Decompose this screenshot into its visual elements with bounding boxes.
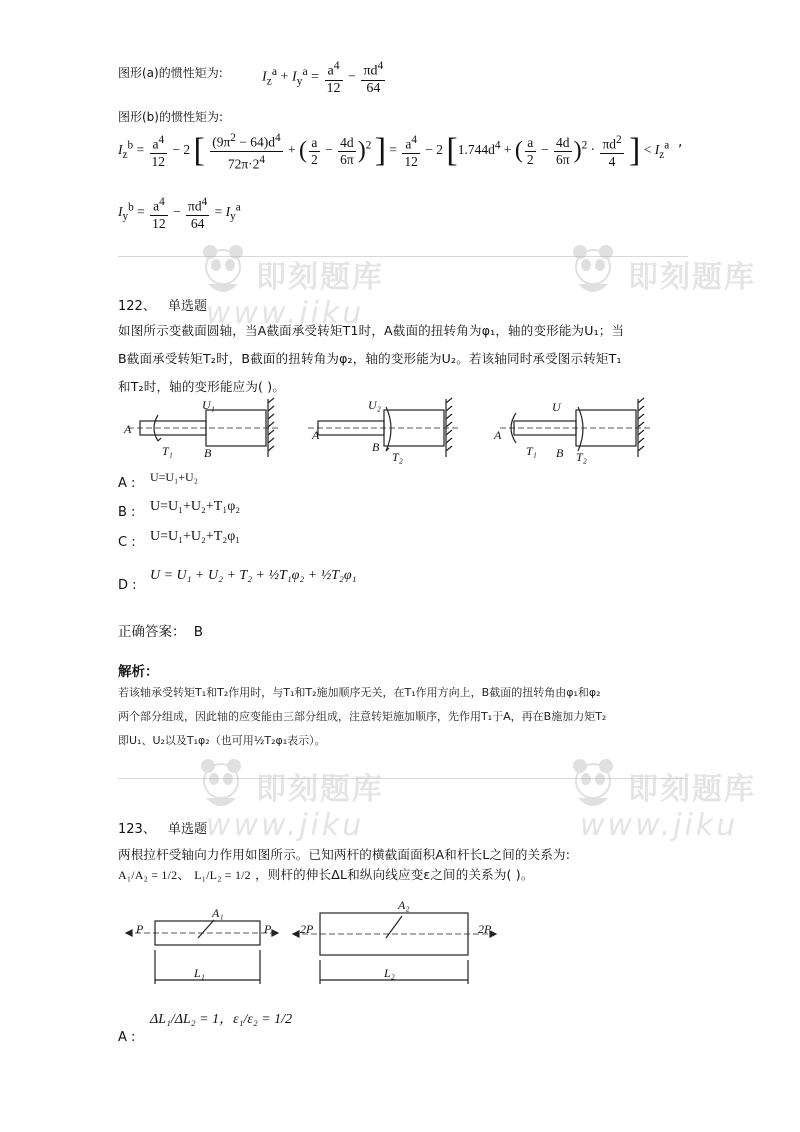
fig-label-B: B	[556, 446, 564, 460]
analysis-line3: 即U₁、U₂以及T₁φ₂（也可用½T₂φ₁表示）。	[118, 734, 326, 747]
panda-watermark-icon	[570, 242, 616, 296]
option-a-letter[interactable]: A :	[118, 1030, 136, 1045]
option-a-text[interactable]: U=U₁+U₂	[150, 470, 198, 484]
fig-a-label: 图形(a)的惯性矩为:	[118, 66, 223, 80]
panda-watermark-icon	[570, 756, 616, 810]
fig-label-T1: T₁	[526, 444, 537, 458]
fig-label-T2: T₂	[392, 450, 403, 464]
analysis-label: 解析：	[118, 664, 159, 680]
question-number: 122、	[118, 299, 156, 314]
q122-stem-line3: 和T₂时，轴的变形能应为( )。	[118, 379, 286, 394]
question-123-header	[118, 818, 207, 837]
option-b-text[interactable]: U=U₁+U₂+T₁φ₂	[150, 499, 241, 514]
q122-stem-line1: 如图所示变截面圆轴，当A截面承受转矩T1时，A截面的扭转角为φ₁，轴的变形能为U₁；当	[118, 323, 625, 338]
option-d-letter[interactable]: D :	[118, 578, 137, 593]
fig-label-A: A	[124, 422, 132, 436]
panda-watermark-icon	[198, 756, 244, 810]
ratio-l: L₁/L₂ = 1/2	[194, 868, 251, 882]
fig-label-T1: T₁	[162, 444, 173, 458]
q123-stem-line2: A₁/A₂ = 1/2、 L₁/L₂ = 1/2 ，则杆的伸长ΔL和纵向线应变ε之间的关系为( )。	[118, 867, 534, 882]
fig-label-A: A	[312, 428, 320, 442]
analysis-line2: 两个部分组成，因此轴的应变能由三部分组成，注意转矩施加顺序，先作用T₁于A，再在B施加力矩T₂	[118, 710, 607, 723]
question-type: 单选题	[167, 822, 207, 837]
fig-b-label: 图形(b)的惯性矩为:	[118, 110, 224, 124]
watermark-url: www.jiku	[206, 296, 365, 331]
fig-label-2P: 2P	[478, 922, 492, 936]
analysis-line1: 若该轴承受转矩T₁和T₂作用时，与T₁和T₂施加顺序无关，在T₁作用方向上，B截面的扭转角由φ₁和φ₂	[118, 686, 601, 699]
question-type: 单选题	[167, 299, 207, 314]
fig-label-L1: L₁	[194, 966, 205, 980]
fig-a-formula: $I_z^a + I_y^a$ = $\frac{a^4}{12}$ − $\frac{\pi d^4}{64}$	[262, 59, 384, 96]
fig-b-formula-z: $I_z^b$ = $\frac{a^4}{12}$ − 2 [ $\frac{(9\pi^2 - 64)d^4}{72\pi\cdot 2^4}$ + ( $\frac{a}{2}$ − $\frac{4d}{6\pi}$ )$^2$ ] = $\frac{a^4}{12}$ − 2 [$1.744d^4$ + ( $\frac{a}{2}$ − $\frac{4d}{6\pi}$ )$^2$ · $\frac{\pi d^2}{4}$ ] < $I_z^a$	[118, 132, 670, 171]
option-a-letter[interactable]: A :	[118, 476, 136, 491]
fig-label-L2: L₂	[384, 966, 395, 980]
fig-label-U1: U₁	[202, 398, 215, 412]
watermark-logo: 即刻题库	[628, 772, 756, 807]
question-122-header	[118, 295, 207, 314]
fig-b-formula-y: $I_y^b$ = $\frac{a^4}{12}$ − $\frac{\pi d^4}{64}$ = $I_y^a$	[118, 196, 241, 231]
option-d-text[interactable]: U = U₁ + U₂ + T₂ + ½T₁φ₂ + ½T₂φ₁	[150, 568, 357, 583]
answer-value: B	[193, 624, 204, 640]
fig-label-P: P	[264, 922, 272, 936]
fig-label-A2: A₂	[398, 898, 410, 912]
fig-label-U2: U₂	[368, 398, 381, 412]
q123-bar-figure	[118, 898, 518, 993]
watermark-logo: 即刻题库	[628, 260, 756, 295]
q122-stem-line2: B截面承受转矩T₂时，B截面的扭转角为φ₂，轴的变形能为U₂。若该轴同时承受图示转矩T₁	[118, 351, 622, 366]
trailing-comma: ,	[678, 134, 683, 150]
option-c-letter[interactable]: C :	[118, 535, 136, 550]
watermark-logo: 即刻题库	[256, 772, 384, 807]
watermark-url: www.jiku	[580, 808, 739, 843]
stem-suffix: ，则杆的伸长ΔL和纵向线应变ε之间的关系为( )。	[255, 867, 534, 882]
question-number: 123、	[118, 822, 156, 837]
correct-answer	[118, 620, 203, 640]
watermark-logo: 即刻题库	[256, 260, 384, 295]
fig-label-U: U	[552, 400, 561, 414]
fig-label-B: B	[372, 440, 380, 454]
ratio-a: A₁/A₂ = 1/2	[118, 868, 178, 882]
option-b-letter[interactable]: B :	[118, 505, 136, 520]
fig-label-A1: A₁	[212, 906, 224, 920]
fig-label-2P: 2P	[300, 922, 314, 936]
panda-watermark-icon	[200, 242, 246, 296]
option-a-text[interactable]: ΔL₁/ΔL₂ = 1，ε₁/ε₂ = 1/2	[150, 1012, 293, 1027]
watermark-url: www.jiku	[206, 808, 365, 843]
fig-label-P: P	[136, 922, 144, 936]
fig-label-B: B	[204, 446, 212, 460]
q123-stem-line1: 两根拉杆受轴向力作用如图所示。已知两杆的横截面面积A和杆长L之间的关系为:	[118, 847, 571, 862]
fig-label-A: A	[494, 428, 502, 442]
fig-label-T2: T₂	[576, 450, 587, 464]
answer-label: 正确答案：	[118, 624, 186, 640]
option-c-text[interactable]: U=U₁+U₂+T₂φ₁	[150, 529, 241, 544]
